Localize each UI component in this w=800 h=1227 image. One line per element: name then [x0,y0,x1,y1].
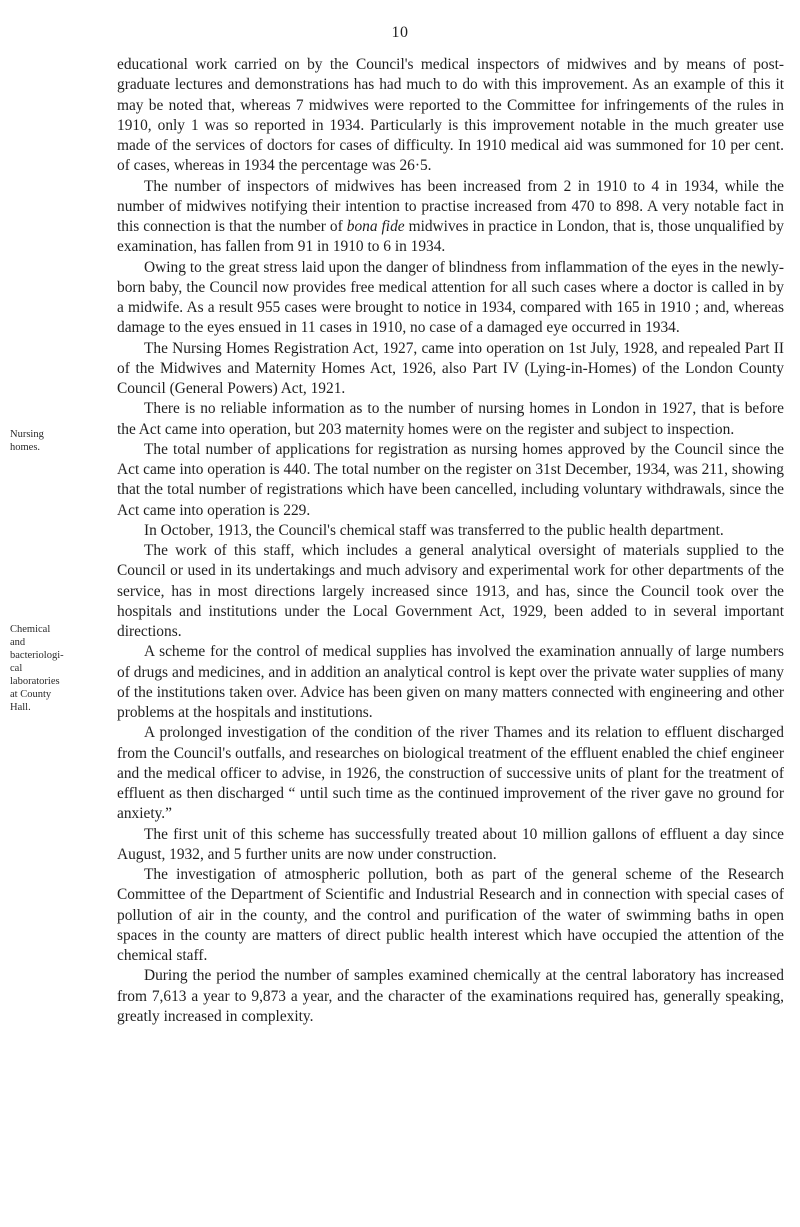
paragraph: The work of this staff, which includes a general analytical oversight of materials supplied to the Council or used in its undertakings and much advisory and experimental work for other departments of the service, has in most directions largely increased since 1913, and has, since the Council took over the hospitals and institutions under the Local Government Act, 1929, been added to in several important directions. [117,542,784,640]
main-text [117,55,784,1027]
paragraph: A prolonged investigation of the condition of the river Thames and its relation to effluent discharged from the Council's outfalls, and researches on biological treatment of the effluent enabled the chief engineer and the medical officer to advise, in 1926, the construction of successive units of plant for the treatment of effluent as then discharged “ until such time as the continued improvement of the river gave no ground for anxiety.” [117,724,784,823]
margin-note-line: Chemical [10,624,51,635]
margin-note-line: cal [10,663,23,674]
margin-note-line: Hall. [10,702,31,713]
paragraph: The first unit of this scheme has successfully treated about 10 million gallons of effluent a day since August, 1932, and 5 further units are now under construction. [117,825,784,863]
paragraph: educational work carried on by the Council's medical inspectors of midwives and by means of post-graduate lectures and demonstrations has had much to do with this improvement. As an example of this it may be noted that, whereas 7 midwives were reported to the Committee for infringements of the rules in 1910, only 1 was so reported in 1934. Particularly is this improvement notable in the much greater use made of the services of doctors for cases of difficulty. In 1910 medical aid was summoned for 10 per cent. of cases, whereas in 1934 the percentage was 26·5. [117,56,784,175]
margin-note-chemical-laboratories [10,623,110,714]
margin-note-line: bacteriologi- [10,650,64,661]
paragraph: The investigation of atmospheric pollution, both as part of the general scheme of the Research Committee of the Department of Scientific and Industrial Research and in connection with special cases of pollution of air in the county, and the control and purification of the water of swimming baths in open spaces in the county are matters of direct public health interest which have occupied the attention of the chemical staff. [117,866,784,964]
paragraph: The Nursing Homes Registration Act, 1927, came into operation on 1st July, 1928, and repealed Part II of the Midwives and Maternity Homes Act, 1926, also Part IV (Lying-in-Homes) of the London County Council (General Powers) Act, 1921. [117,339,784,397]
paragraph-text: The number of inspectors of midwives has been increased from 2 in 1910 to 4 in 1934, while the number of midwives notifying their intention to practise increased from 470 to 898. A very notable fact in this connection is that the number of [117,177,784,235]
paragraph: Owing to the great stress laid upon the danger of blindness from inflammation of the eyes in the newly-born baby, the Council now provides free medical attention for all such cases where a doctor is called in by a midwife. As a result 955 cases were brought to notice in 1934, compared with 165 in 1910 ; and, whereas damage to the eyes ensued in 11 cases in 1910, no case of a damaged eye occurred in 1934. [117,258,784,337]
paragraph: A scheme for the control of medical supplies has involved the examination annually of large numbers of drugs and medicines, and in addition an analytical control is kept over the private water supplies of many of the institutions taken over. Advice has been given on many matters connected with engineering and other problems at the hospitals and institutions. [117,643,784,721]
paragraph-text: midwives in practice in London, that is, those unqualified by examination, has fallen from 91 in 1910 to 6 in 1934. [117,218,784,256]
paragraph [117,177,784,258]
paragraph: In October, 1913, the Council's chemical staff was transferred to the public health department. [144,521,724,539]
italic-phrase: bona fide [346,218,405,235]
margin-note-nursing-homes [10,428,110,454]
paragraph: There is no reliable information as to the number of nursing homes in London in 1927, that is before the Act came into operation, but 203 maternity homes were on the register and subject to inspection. [117,400,784,438]
margin-note-line: and [10,637,26,648]
margin-note-line: laboratories [10,676,60,687]
page-number: 10 [391,24,409,41]
margin-note-line: at County [10,689,52,700]
paragraph: The total number of applications for registration as nursing homes approved by the Council since the Act came into operation is 440. The total number on the register on 31st December, 1934, was 211, showing that the total number of registrations which have been cancelled, including voluntary withdrawals, since the Act came into operation is 229. [117,440,784,519]
margin-note-line: homes. [10,442,41,453]
margin-note-line: Nursing [10,429,44,440]
paragraph: During the period the number of samples examined chemically at the central laboratory has increased from 7,613 a year to 9,873 a year, and the character of the examinations required has, generally speaking, greatly increased in complexity. [117,967,784,1025]
